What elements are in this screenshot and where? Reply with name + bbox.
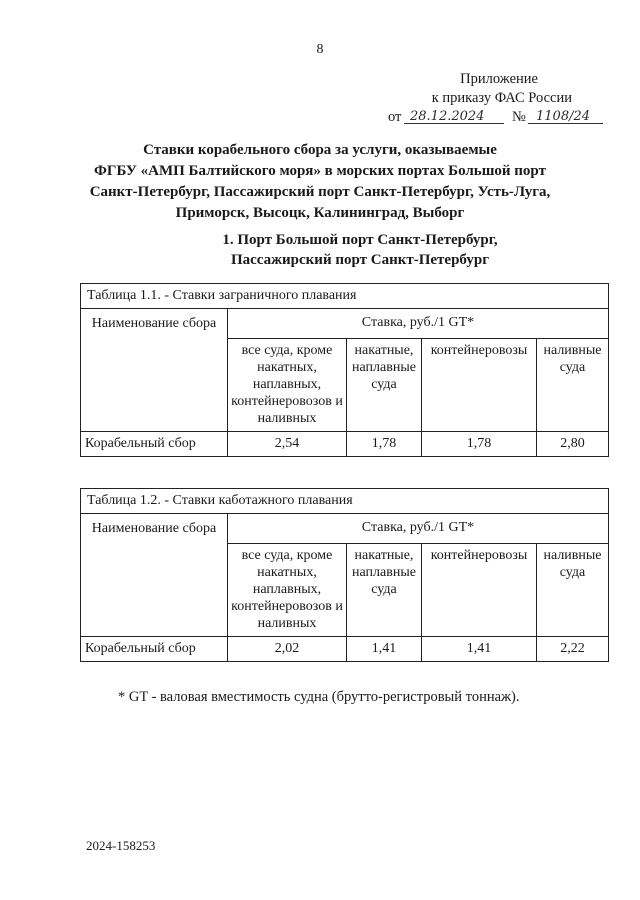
section-line: Пассажирский порт Санкт-Петербург [230, 252, 490, 268]
appendix-order-ref: к приказу ФАС России [431, 90, 572, 106]
number-sign: № [512, 109, 526, 125]
date-prefix: от [388, 109, 402, 125]
page-number: 8 [316, 42, 324, 57]
table-caption: Таблица 1.2. - Ставки каботажного плавания [81, 489, 609, 514]
appendix-block [360, 70, 600, 128]
subheader-container: контейнеровозы [422, 339, 537, 432]
handwritten-date: 28.12.2024 [410, 109, 485, 124]
value-cell: 1,41 [347, 637, 422, 662]
fee-name-header: Наименование сбора [81, 514, 228, 637]
row-label: Корабельный сбор [81, 637, 228, 662]
appendix-title: Приложение [460, 71, 538, 87]
value-cell: 2,80 [537, 432, 609, 457]
fee-table-foreign [80, 283, 609, 457]
value-cell: 1,41 [422, 637, 537, 662]
subheader-roro: накатные, наплавные суда [347, 544, 422, 637]
subheader-tanker: наливные суда [537, 339, 609, 432]
subheader-container: контейнеровозы [422, 544, 537, 637]
fee-name-header: Наименование сбора [81, 309, 228, 432]
document-heading [80, 140, 560, 224]
subheader-all-vessels: все суда, кроме накатных, наплавных, контейнеровозов и наливных [228, 339, 347, 432]
subheader-all-vessels: все суда, кроме накатных, наплавных, контейнеровозов и наливных [228, 544, 347, 637]
section-title [160, 230, 560, 270]
value-cell: 1,78 [422, 432, 537, 457]
handwritten-number: 1108/24 [536, 109, 591, 124]
rate-header: Ставка, руб./1 GT* [228, 309, 609, 339]
value-cell: 1,78 [347, 432, 422, 457]
footnote: * GT - валовая вместимость судна (брутто-регистровый тоннаж). [118, 689, 520, 705]
fee-table-cabotage [80, 488, 609, 662]
subheader-roro: накатные, наплавные суда [347, 339, 422, 432]
document-id: 2024-158253 [86, 838, 156, 853]
subheader-tanker: наливные суда [537, 544, 609, 637]
heading-line: Ставки корабельного сбора за услуги, оказываемые [143, 142, 497, 158]
heading-line: Санкт-Петербург, Пассажирский порт Санкт-Петербург, Усть-Луга, [89, 184, 551, 200]
value-cell: 2,02 [228, 637, 347, 662]
appendix-date-number-line [360, 108, 600, 128]
row-label: Корабельный сбор [81, 432, 228, 457]
heading-line: ФГБУ «АМП Балтийского моря» в морских портах Большой порт [94, 163, 546, 179]
table-caption: Таблица 1.1. - Ставки заграничного плавания [81, 284, 609, 309]
section-line: 1. Порт Большой порт Санкт-Петербург, [222, 232, 498, 248]
rate-header: Ставка, руб./1 GT* [228, 514, 609, 544]
value-cell: 2,54 [228, 432, 347, 457]
value-cell: 2,22 [537, 637, 609, 662]
heading-line: Приморск, Высоцк, Калининград, Выборг [175, 205, 465, 221]
